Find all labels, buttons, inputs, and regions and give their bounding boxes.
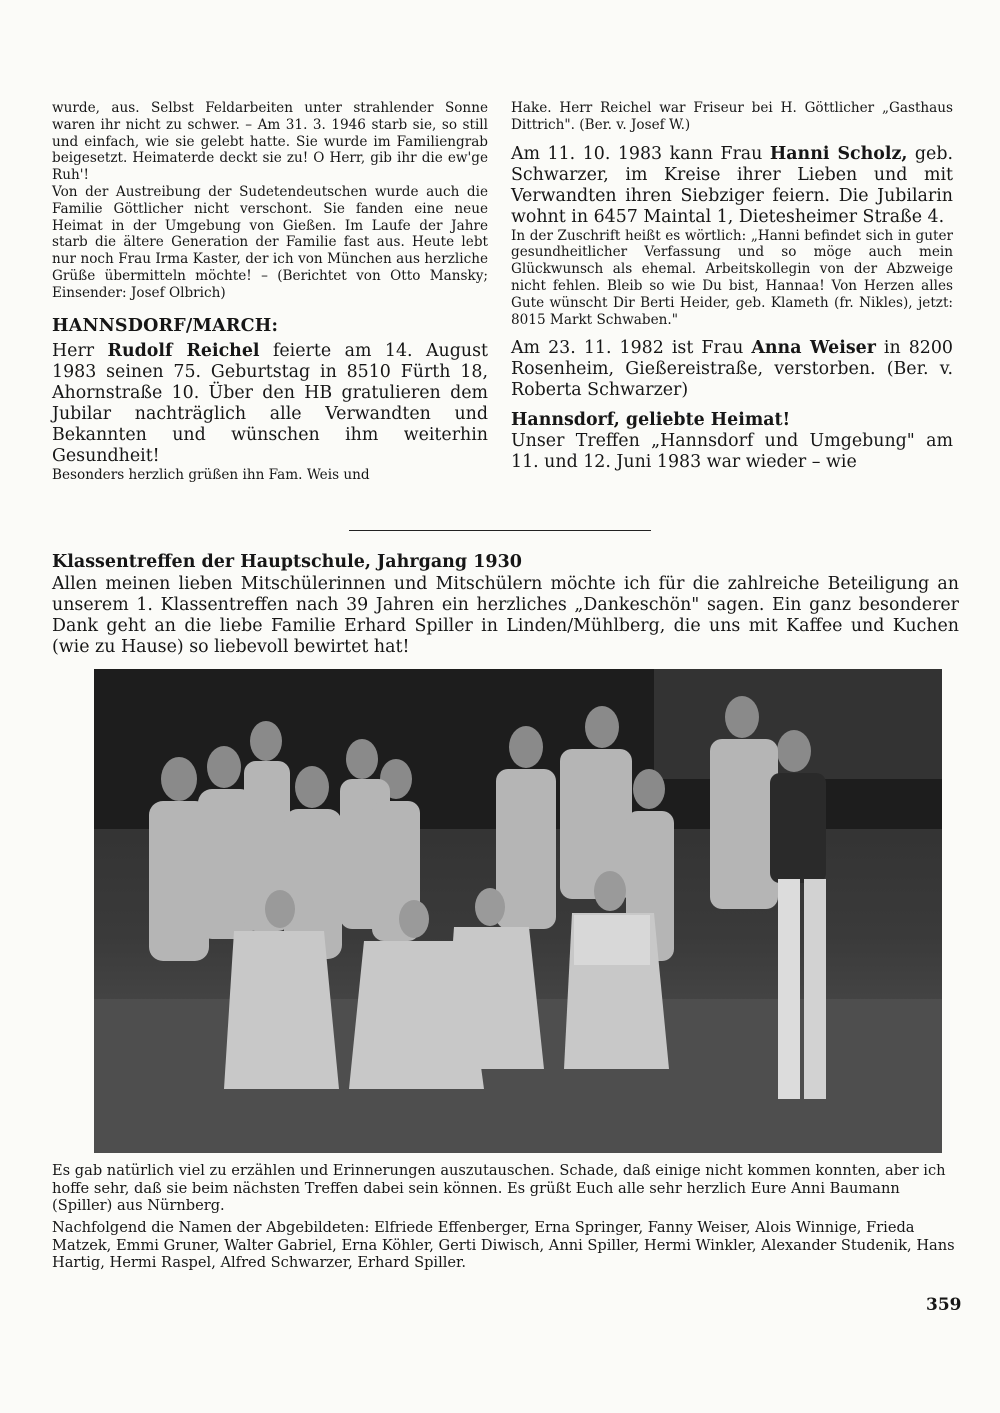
continuation-paragraph: Hake. Herr Reichel war Friseur bei H. Göttlicher „Gasthaus Dittrich". (Ber. v. Josef W.) <box>511 100 953 133</box>
subheading-heimat: Hannsdorf, geliebte Heimat! <box>511 410 791 431</box>
photo-caption: Es gab natürlich viel zu erzählen und Erinnerungen auszutauschen. Schade, daß einige nicht kommen konnten, aber ich hoffe sehr, daß sie beim nächsten Treffen dabei sein können. Es grüßt Euch alle sehr herzlich Eure Anni Baumann (Spiller) aus Nürnberg. <box>52 1162 946 1215</box>
reunion-heading: Klassentreffen der Hauptschule, Jahrgang 1930 <box>52 552 522 572</box>
photo-names-caption: Nachfolgend die Namen der Abgebildeten: Elfriede Effenberger, Erna Springer, Fanny Weiser, Alois Winnige, Frieda Matzek, Emmi Gruner, Walter Gabriel, Erna Köhler, Gerti Diwisch, Anni Spiller, Hermi Winkler, Alexander Studenik, Hans Hartig, Hermi Raspel, Alfred Schwarzer, Erhard Spiller. <box>52 1219 955 1272</box>
group-photo-image <box>94 669 942 1153</box>
meeting-paragraph: Unser Treffen „Hannsdorf und Umgebung" am 11. und 12. Juni 1983 war wieder – wie <box>511 431 953 473</box>
group-photo <box>94 669 942 1153</box>
quote-paragraph: In der Zuschrift heißt es wörtlich: „Hanni befindet sich in guter gesundheitlicher Verfassung und so möge auch mein Glückwunsch als ehemal. Arbeitskollegin von der Abzweige nicht fehlen. Bleib so wie Du bist, Hannaa! Von Herzen alles Gute wünscht Dir Berti Heider, geb. Klameth (fr. Nikles), jetzt: 8015 Markt Schwaben." <box>511 227 953 328</box>
anniversary-paragraph: Am 11. 10. 1983 kann Frau Hanni Scholz, geb. Schwarzer, im Kreise ihrer Lieben und mit Verwandten ihren Siebziger feiern. Die Jubilarin wohnt in 6457 Maintal 1, Dietesheimer Straße 4. <box>511 143 953 227</box>
right-column <box>511 100 953 473</box>
birthday-paragraph: Herr Rudolf Reichel feierte am 14. August 1983 seinen 75. Geburtstag in 8510 Fürth 18, Ahornstraße 10. Über den HB gratulieren dem Jubilar nachträglich alle Verwandten und Bekannten und wünschen ihm weiterhin Gesundheit! <box>52 340 488 466</box>
greeting-paragraph: Besonders herzlich grüßen ihn Fam. Weis und <box>52 466 370 483</box>
left-column <box>52 100 488 483</box>
family-history-paragraph: Von der Austreibung der Sudetendeutschen wurde auch die Familie Göttlicher nicht verschont. Sie fanden eine neue Heimat in der Umgebung von Gießen. Im Laufe der Jahre starb die ältere Generation der Familie fast aus. Heute lebt nur noch Frau Irma Kaster, der ich von München aus herzliche Grüße übermitteln möchte! – (Berichtet von Otto Mansky; Einsender: Josef Olbrich) <box>52 183 488 301</box>
death-notice-paragraph: Am 23. 11. 1982 ist Frau Anna Weiser in 8200 Rosenheim, Gießereistraße, verstorben. (Ber. v. Roberta Schwarzer) <box>511 338 954 401</box>
section-heading-hannsdorf: HANNSDORF/MARCH: <box>52 315 279 336</box>
section-divider <box>349 530 651 531</box>
obituary-paragraph: wurde, aus. Selbst Feldarbeiten unter strahlender Sonne waren ihr nicht zu schwer. – Am 31. 3. 1946 starb sie, so still und einfach, wie sie gelebt hatte. Sie wurde im Familiengrab beigesetzt. Heimaterde deckt sie zu! O Herr, gib ihr die ew'ge Ruh'! <box>52 100 488 184</box>
person-name: Anna Weiser <box>751 338 876 359</box>
reunion-paragraph: Allen meinen lieben Mitschülerinnen und Mitschülern möchte ich für die zahlreiche Beteiligung an unserem 1. Klassentreffen nach 39 Jahren ein herzliches „Dankeschön" sagen. Ein ganz besonderer Dank geht an die liebe Familie Erhard Spiller in Linden/Mühlberg, die uns mit Kaffee und Kuchen (wie zu Hause) so liebevoll bewirtet hat! <box>52 574 959 657</box>
person-name: Rudolf Reichel <box>107 340 260 361</box>
page-number: 359 <box>926 1295 962 1315</box>
person-name: Hanni Scholz, <box>769 143 908 164</box>
